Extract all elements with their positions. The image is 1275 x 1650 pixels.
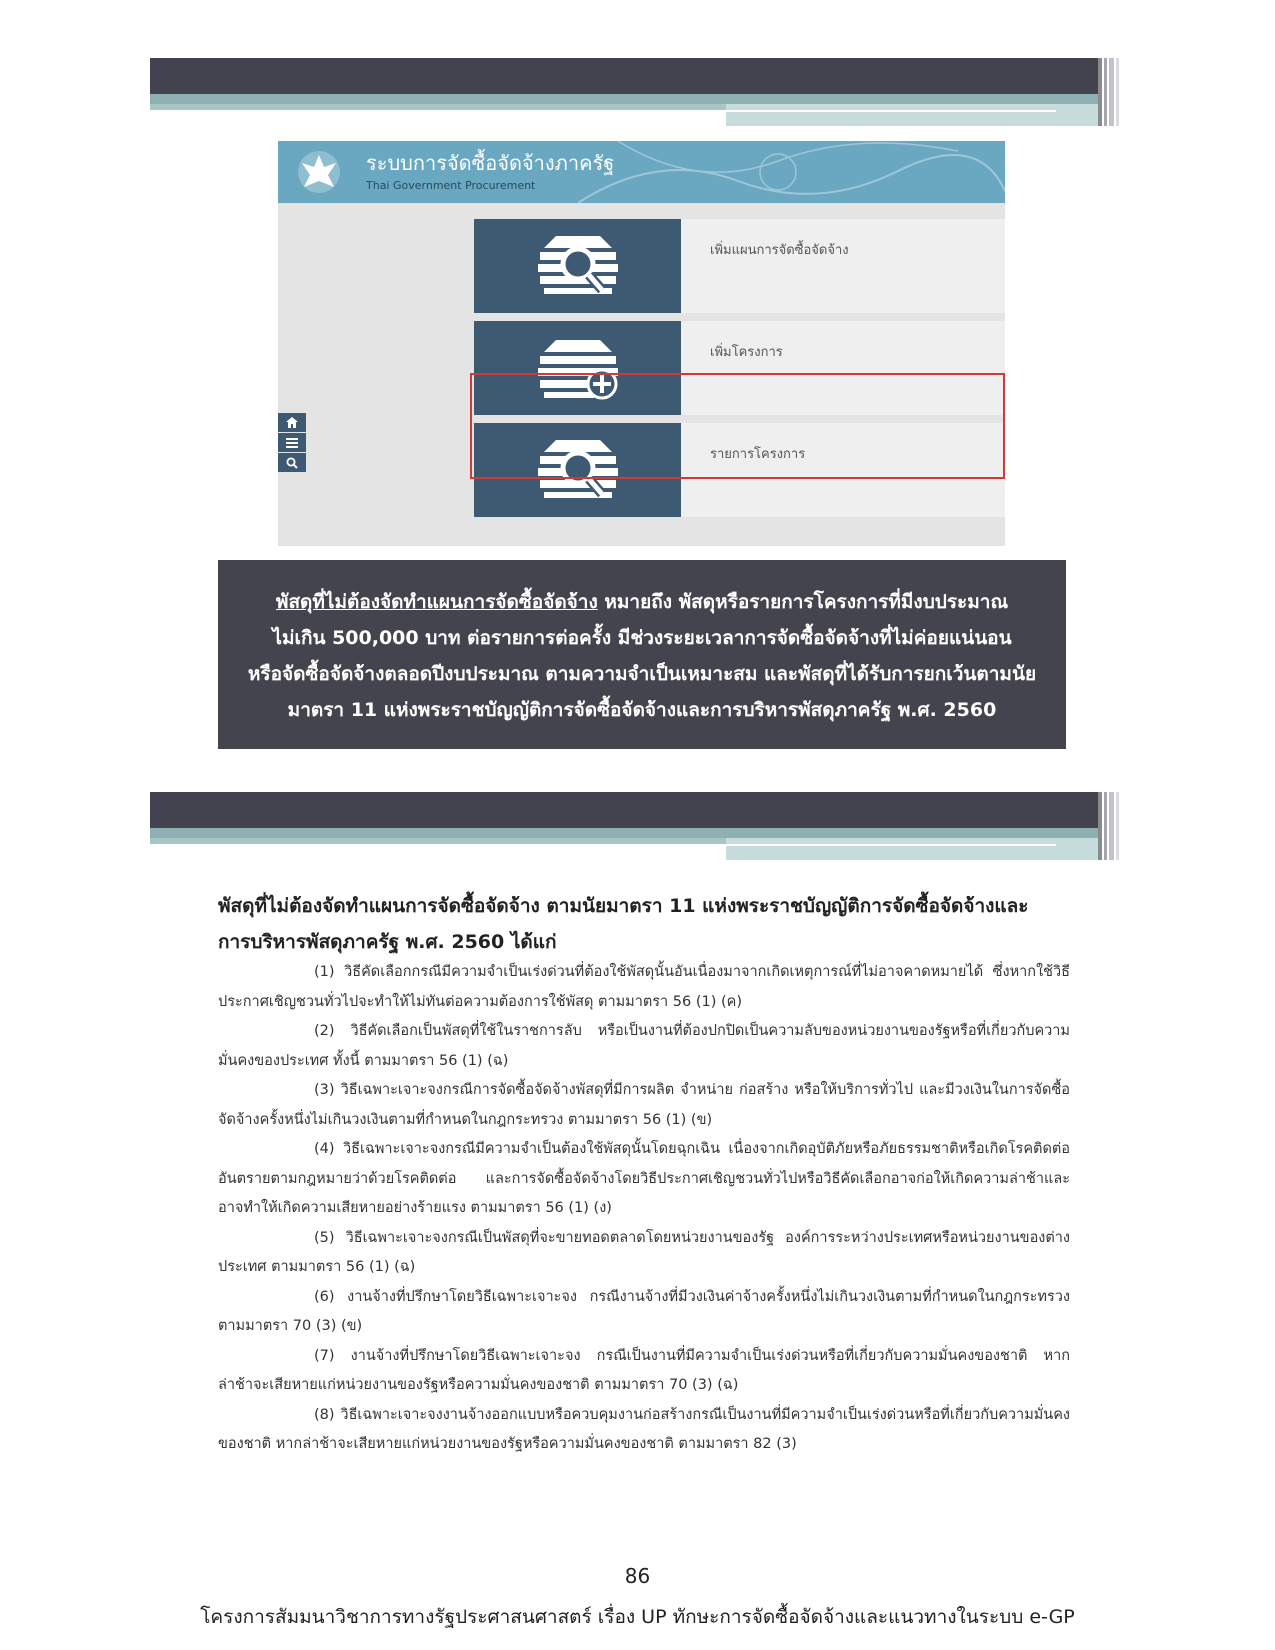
item-list — [218, 958, 1070, 1460]
heading-line: พัสดุที่ไม่ต้องจัดทำแผนการจัดซื้อจัดจ้าง ตามนัยมาตรา 11 แห่งพระราชบัญญัติการจัดซื้อจัดจ้างและ — [218, 895, 1029, 917]
tile-add-procurement-plan[interactable] — [474, 219, 1005, 313]
definition-term: พัสดุที่ไม่ต้องจัดทำแผนการจัดซื้อจัดจ้าง — [275, 591, 598, 613]
page-number: 86 — [624, 1564, 651, 1588]
side-toolbar — [278, 413, 306, 473]
heading-line: การบริหารพัสดุภาครัฐ พ.ศ. 2560 ได้แก่ — [218, 931, 557, 953]
egp-subtitle: Thai Government Procurement — [366, 179, 536, 192]
list-item: (1) วิธีคัดเลือกกรณีมีความจำเป็นเร่งด่วนที่ต้องใช้พัสดุนั้นอันเนื่องมาจากเกิดเหตุการณ์ที่ไม่อาจคาดหมายได้ ซึ่งหากใช้วิธีประกาศเชิญชวนทั่วไปจะทำให้ไม่ทันต่อความต้องการใช้พัสดุ ตามมาตรา 56 (1) (ค) — [218, 964, 1070, 1010]
list-item: (4) วิธีเฉพาะเจาะจงกรณีมีความจำเป็นต้องใช้พัสดุนั้นโดยฉุกเฉิน เนื่องจากเกิดอุบัติภัยหรือภัยธรรมชาติหรือเกิดโรคติดต่ออันตรายตามกฎหมายว่าด้วยโรคติดต่อ และการจัดซื้อจัดจ้างโดยวิธีประกาศเชิญชวนทั่วไปหรือวิธีคัดเลือกอาจก่อให้เกิดความล่าช้าและอาจทำให้เกิดความเสียหายอย่างร้ายแรง ตามมาตรา 56 (1) (ง) — [218, 1141, 1070, 1216]
search-icon[interactable] — [278, 453, 306, 472]
definition-text: หมายถึง พัสดุหรือรายการโครงการที่มีงบประมาณ — [597, 591, 1009, 613]
definition-box — [218, 560, 1066, 749]
home-icon[interactable] — [278, 413, 306, 432]
egp-screenshot — [278, 141, 1005, 546]
definition-line: มาตรา 11 แห่งพระราชบัญญัติการจัดซื้อจัดจ้างและการบริหารพัสดุภาครัฐ พ.ศ. 2560 — [287, 699, 997, 721]
list-item: (2) วิธีคัดเลือกเป็นพัสดุที่ใช้ในราชการลับ หรือเป็นงานที่ต้องปกปิดเป็นความลับของหน่วยงานของรัฐหรือที่เกี่ยวกับความมั่นคงของประเทศ ทั้งนี้ ตามมาตรา 56 (1) (ฉ) — [218, 1023, 1070, 1069]
egp-title: ระบบการจัดซื้อจัดจ้างภาครัฐ — [366, 151, 615, 175]
tile-label: เพิ่มโครงการ — [710, 345, 783, 360]
list-item: (6) งานจ้างที่ปรึกษาโดยวิธีเฉพาะเจาะจง กรณีงานจ้างที่มีวงเงินค่าจ้างครั้งหนึ่งไม่เกินวงเงินตามที่กำหนดในกฎกระทรวง ตามมาตรา 70 (3) (ข) — [218, 1288, 1070, 1334]
definition-line: หรือจัดซื้อจัดจ้างตลอดปีงบประมาณ ตามความจำเป็นเหมาะสม และพัสดุที่ได้รับการยกเว้นตามนัย — [247, 663, 1037, 685]
header-band-top — [150, 58, 1130, 126]
tile-label: เพิ่มแผนการจัดซื้อจัดจ้าง — [710, 243, 849, 258]
header-band-bottom — [150, 792, 1130, 860]
list-item: (3) วิธีเฉพาะเจาะจงกรณีการจัดซื้อจัดจ้างพัสดุที่มีการผลิต จำหน่าย ก่อสร้าง หรือให้บริการทั่วไป และมีวงเงินในการจัดซื้อจัดจ้างครั้งหนึ่งไม่เกินวงเงินตามที่กำหนดในกฎกระทรวง ตามมาตรา 56 (1) (ข) — [218, 1082, 1070, 1128]
tile-label: รายการโครงการ — [710, 447, 806, 462]
highlight-box — [470, 373, 1005, 479]
list-item: (5) วิธีเฉพาะเจาะจงกรณีเป็นพัสดุที่จะขายทอดตลาดโดยหน่วยงานของรัฐ องค์การระหว่างประเทศหรือหน่วยงานของต่างประเทศ ตามมาตรา 56 (1) (ฉ) — [218, 1229, 1070, 1275]
section-heading — [218, 888, 1068, 960]
thai-pattern-decoration — [578, 141, 1005, 203]
search-document-icon — [474, 219, 681, 313]
list-item: (7) งานจ้างที่ปรึกษาโดยวิธีเฉพาะเจาะจง กรณีเป็นงานที่มีความจำเป็นเร่งด่วนหรือที่เกี่ยวกับความมั่นคงของชาติ หากล่าช้าจะเสียหายแก่หน่วยงานของรัฐหรือความมั่นคงของชาติ ตามมาตรา 70 (3) (ฉ) — [218, 1347, 1070, 1393]
footer-text: โครงการสัมมนาวิชาการทางรัฐประศาสนศาสตร์ เรื่อง UP ทักษะการจัดซื้อจัดจ้างและแนวทางในระบบ e-GP — [200, 1606, 1075, 1628]
definition-line: ไม่เกิน 500,000 บาท ต่อรายการต่อครั้ง มีช่วงระยะเวลาการจัดซื้อจัดจ้างที่ไม่ค่อยแน่นอน — [272, 627, 1012, 649]
garuda-logo-icon — [296, 149, 342, 195]
definition-line — [242, 584, 1042, 620]
menu-icon[interactable] — [278, 433, 306, 452]
egp-header — [278, 141, 1005, 203]
list-item: (8) วิธีเฉพาะเจาะจงงานจ้างออกแบบหรือควบคุมงานก่อสร้างกรณีเป็นงานที่มีความจำเป็นเร่งด่วนหรือที่เกี่ยวกับความมั่นคงของชาติ หากล่าช้าจะเสียหายแก่หน่วยงานของรัฐหรือความมั่นคงของชาติ ตามมาตรา 82 (3) — [218, 1406, 1070, 1452]
egp-body — [278, 203, 1005, 546]
